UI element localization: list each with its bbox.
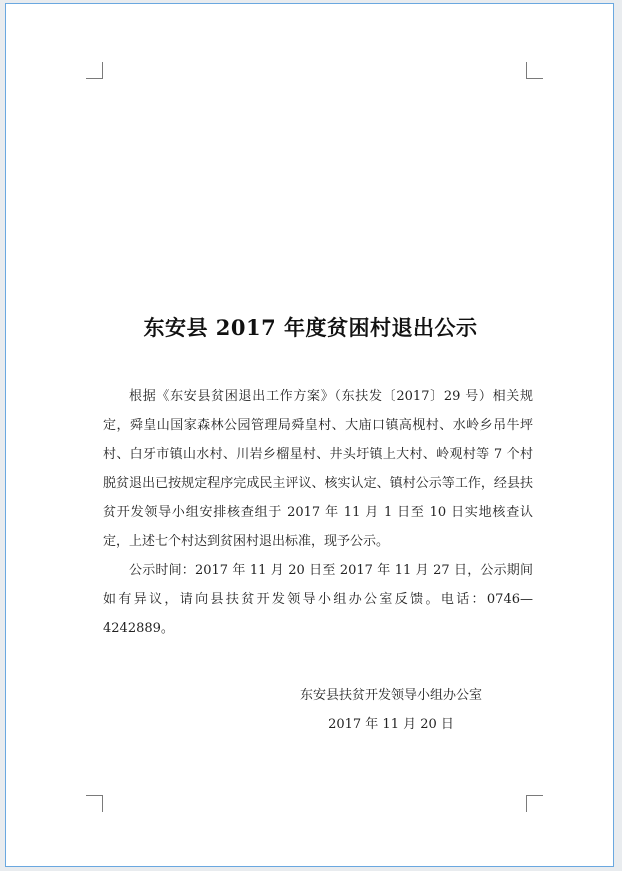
signature-organization: 东安县扶贫开发领导小组办公室 [299, 688, 482, 703]
crop-mark-bottom-left [86, 795, 103, 812]
crop-mark-bottom-right [526, 795, 543, 812]
document-body [103, 382, 533, 643]
body-paragraph-1: 根据《东安县贫困退出工作方案》（东扶发〔2017〕29 号）相关规定，舜皇山国家森林公园管理局舜皇村、大庙口镇高枧村、水岭乡吊牛坪村、白牙市镇山水村、川岩乡榴星村、井头圩镇上大村、岭观村等 7 个村脱贫退出已按规定程序完成民主评议、核实认定、镇村公示等工作，经县扶贫开发领导小组安排核查组于 2017 年 11 月 1 日至 10 日实地核查认定，上述七个村达到贫困村退出标准，现予公示。 [103, 389, 533, 549]
crop-mark-top-left [86, 62, 103, 79]
signature-date: 2017 年 11 月 20 日 [328, 717, 454, 732]
body-paragraph-2: 公示时间：2017 年 11 月 20 日至 2017 年 11 月 27 日，公示期间如有异议，请向县扶贫开发领导小组办公室反馈。电话：0746—4242889。 [103, 563, 533, 636]
crop-mark-top-right [526, 62, 543, 79]
document-page [5, 3, 614, 867]
document-title: 东安县 2017 年度贫困村退出公示 [143, 315, 478, 340]
